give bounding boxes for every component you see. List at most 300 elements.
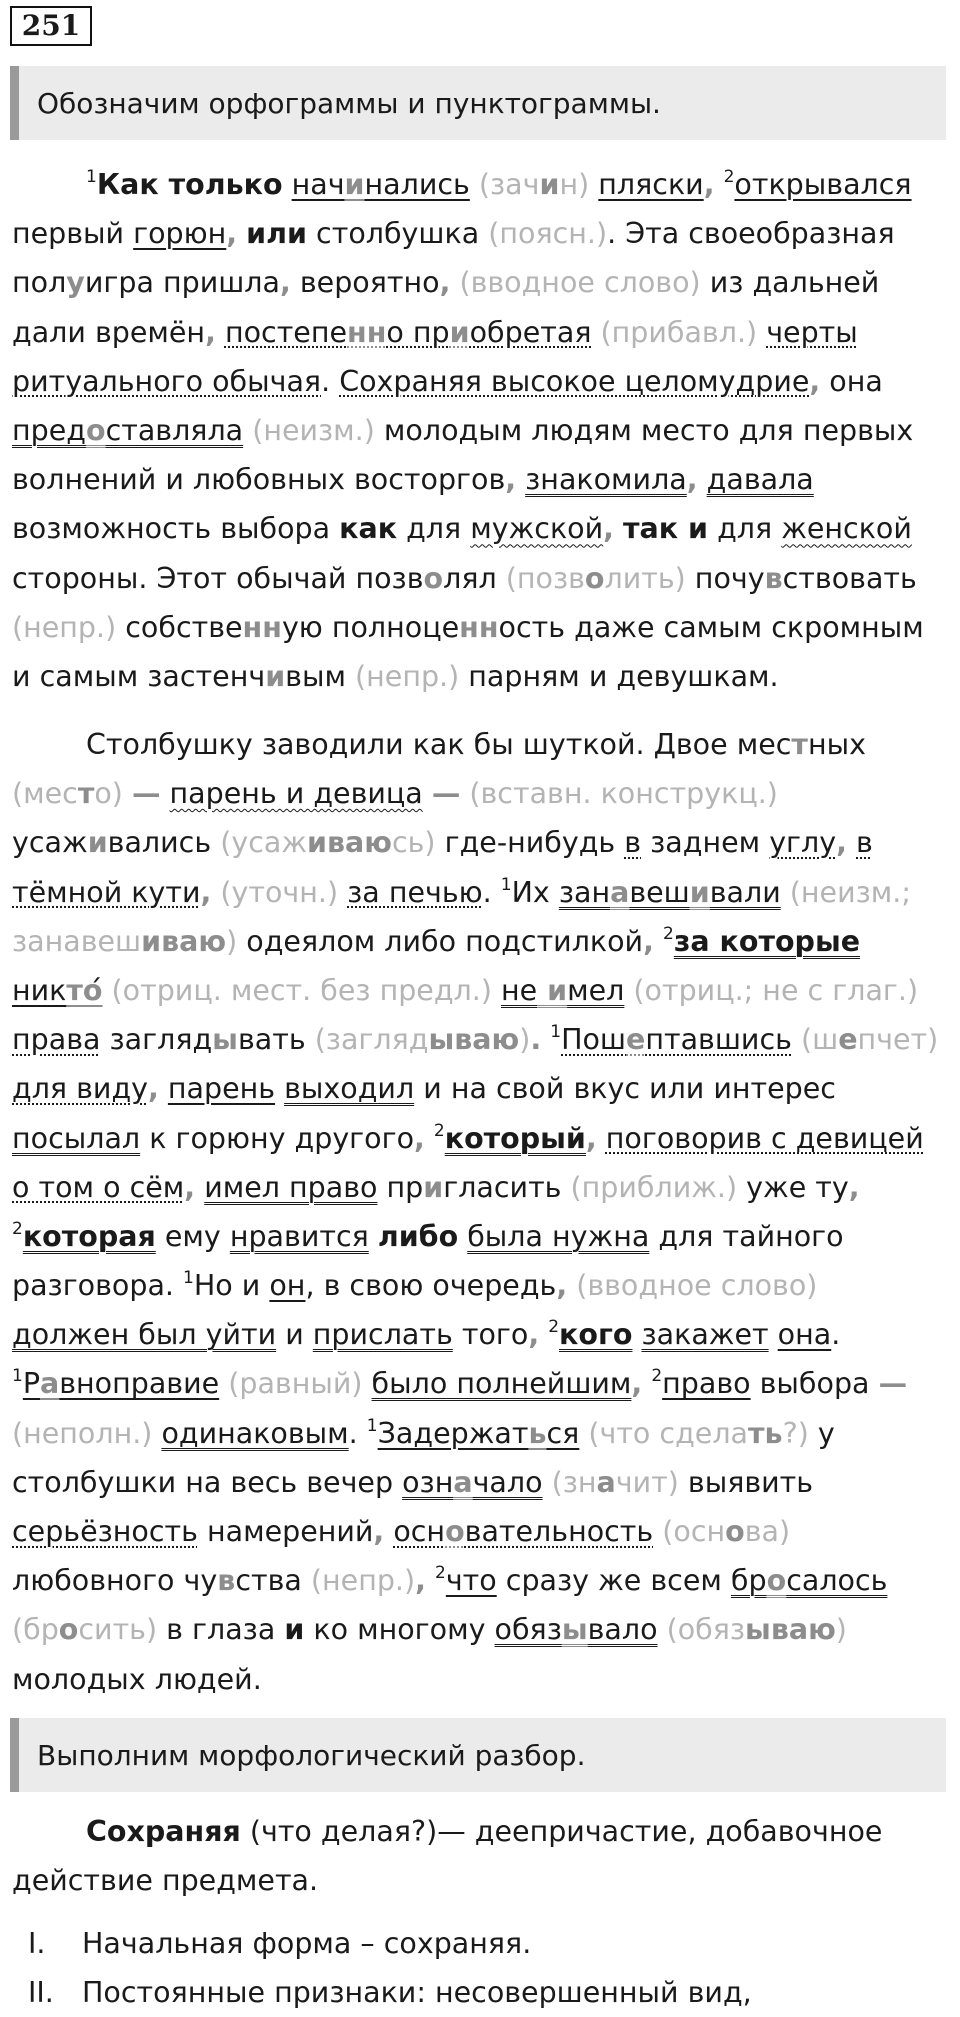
highlighted-letter: в [217,1564,236,1598]
text-run: и на свой вкус или интерес [414,1072,836,1106]
text-run: сразу же всем [496,1564,731,1598]
text-run: . [831,1318,841,1352]
text-line [12,1655,952,1704]
adverbial-underline: птавшись [645,1023,792,1057]
text-run: собстве [116,610,243,644]
gray-note: (равный) [228,1367,363,1401]
text-run: одеялом либо подстилкой [237,924,644,958]
adverbial-underline: черты [766,315,858,349]
highlighted-letter: , [148,1072,159,1106]
text-run: лял [443,561,506,595]
highlighted-letter: , [703,168,715,201]
text-run: ко многому [304,1613,495,1647]
text-run: выбора [750,1367,879,1401]
text-line [12,1605,952,1654]
highlighted-letter: , [556,1269,568,1303]
highlighted-letter: — [131,777,161,811]
text-run: . [321,364,340,398]
adverbial-underline: постепе [224,315,347,349]
text-line [12,966,952,1015]
highlighted-letter: иваю [307,826,392,860]
text-run [425,1122,434,1155]
text-run: для [708,512,782,546]
text-line [12,308,952,357]
sentence-number: 1 [366,1415,378,1436]
text-line [12,1114,952,1163]
text-run [541,1023,550,1056]
text-run [769,1318,778,1351]
sentence-number: 1 [500,874,512,895]
adverbial-underline: для виду [12,1072,149,1106]
highlighted-letter: , [836,826,847,860]
gray-note: ) [519,1023,531,1057]
highlighted-letter: ы [212,1023,238,1057]
text-line [12,160,952,209]
gray-note: (приближ.) [570,1170,738,1204]
gray-note: (вводное слово) [459,266,701,300]
text-run [283,168,292,201]
subject-underline: он [269,1269,306,1303]
highlighted-letter: — [878,1367,908,1401]
text-run [243,414,252,447]
text-line [12,504,952,553]
gray-note: (позв [505,561,585,595]
highlighted-letter: , [686,463,698,497]
gray-note: (мес [12,777,78,811]
text-run: парням и девушкам. [459,659,779,693]
text-line [12,1310,952,1359]
text-run [589,168,598,201]
subject-underline: Задержат [377,1416,529,1450]
text-run: Столбушку заводили как бы шуткой. Двое мес [86,728,792,761]
text-run [539,1318,548,1351]
text-run [591,316,600,349]
text-run [654,925,663,958]
predicate-underline: давала [706,463,814,497]
text-run: из дальней [700,266,880,300]
highlighted-letter: иваю [141,924,227,958]
text-run [123,777,132,810]
predicate-underline: нравится [229,1219,369,1253]
bold-word: или [246,217,307,251]
text-run: вать [237,1023,315,1057]
adverbial-underline: Сохраняя высокое целомудрие [339,364,810,398]
gray-note: н) [559,168,590,201]
list-text: Постоянные признаки: несовершенный вид, [82,1976,752,2009]
predicate-underline: прислать [312,1318,453,1352]
text-run [195,1171,204,1204]
gray-note: чит) [615,1465,679,1499]
text-run [369,1220,378,1253]
attribute-underline: парень и девица [169,777,423,811]
adverbial-underline: вательность [464,1515,654,1548]
subject-underline: парень [167,1072,276,1106]
text-line [12,1212,952,1261]
highlighted-letter: , [848,1170,860,1204]
predicate-underline: посылал [12,1121,141,1155]
adverbial-underline: тёмной кути [12,875,201,909]
adverbial-underline: серьёзность [12,1515,198,1548]
sentence-number: 1 [86,167,97,187]
text-run: разговора. [12,1269,184,1303]
text-run: вым [285,659,356,693]
gray-note: (непр.) [12,610,117,644]
adverbial-underline: осн [393,1515,446,1548]
highlighted-letter: , [528,1318,540,1352]
text-run: для [397,512,471,546]
text-run [102,974,111,1007]
adverbial-underline: углу [769,826,837,860]
text-run: заднем [641,826,770,860]
highlighted-letter: ываю [428,1023,520,1057]
text-run [614,512,623,545]
highlighted-letter: и [539,168,560,201]
text-line [12,603,952,652]
highlighted-letter: , [280,266,291,300]
highlighted-letter: о [58,1613,79,1647]
predicate-underline: пред [12,413,86,447]
sentence-number: 2 [723,167,735,187]
predicate-underline: закажет [641,1318,769,1352]
text-run: ость даже самым скромным [498,610,924,644]
text-line [12,1064,952,1113]
highlighted-letter: , [415,1564,426,1598]
text-run [597,1122,606,1155]
text-run [579,1417,588,1450]
sentence-number: 2 [651,1366,663,1387]
text-run [384,1515,393,1548]
text-run [781,876,790,909]
highlighted-letter: , [439,266,451,300]
text-run: ных [807,728,866,761]
highlighted-letter: т [791,728,808,761]
highlighted-letter: о [423,561,444,595]
bold-word: Как только [96,168,283,201]
text-run: выявить [678,1465,814,1499]
bold-word: Сохраняя [86,1815,241,1848]
text-run: она [820,364,883,398]
gray-note: (бр [12,1613,59,1647]
text-run: волнений и любовных восторгов [12,463,506,497]
text-run [219,1367,228,1400]
gray-note: пчет) [857,1023,939,1057]
highlighted-letter: о [445,1515,465,1548]
text-line [12,258,952,307]
gray-note: (осн [662,1515,726,1548]
text-run: пол [12,266,67,300]
subject-underline: пляски [598,168,704,201]
highlighted-letter: ь [528,1416,547,1450]
text-run [458,1220,467,1253]
highlighted-letter: а [610,875,630,909]
text-run: столбушки на весь вечер [12,1465,403,1499]
text-run: где-нибудь [435,826,625,860]
subject-underline: нались [364,168,470,201]
paragraph-3 [12,1807,952,1905]
text-line [12,868,952,917]
text-run [632,1318,641,1351]
text-run: . [348,1416,367,1450]
text-run [516,463,525,496]
text-run [757,316,766,349]
predicate-underline: чало [472,1465,543,1499]
text-run: любовного чу [12,1564,218,1598]
highlighted-letter: то [66,973,103,1007]
text-line [12,1807,952,1856]
gray-note: (уточн.) [220,875,339,909]
highlighted-letter: и [423,1170,444,1204]
text-line [12,818,952,867]
subject-underline: ник [12,973,67,1007]
text-run: вероятно [290,266,440,300]
text-run: ему [155,1219,230,1253]
highlighted-letter: , [184,1170,196,1204]
gray-note: (вставн. конструкц.) [469,777,778,811]
text-run: уже ту [737,1170,849,1204]
predicate-underline: озн [402,1465,454,1499]
text-run [847,826,856,859]
gray-note: (зач [478,168,540,201]
text-run [275,1072,284,1105]
attribute-underline: женской [781,512,912,546]
text-line [12,1261,952,1310]
predicate-underline: имел право [204,1170,378,1204]
text-run: для тайного [649,1219,844,1253]
gray-note: (что сдела [588,1416,749,1450]
gray-note: (ш [801,1023,839,1057]
text-run: молодых людей. [12,1662,262,1696]
highlighted-letter: , [809,364,821,398]
text-run [658,1613,667,1646]
predicate-underline: зан [558,875,611,909]
text-run: Их [511,875,559,909]
subject-underline: Р [22,1367,41,1401]
predicate-underline: салось [786,1564,888,1598]
highlighted-letter: ть [748,1416,783,1450]
predicate-underline: было полнейшим [371,1367,632,1401]
text-line [12,1163,952,1212]
sentence-number: 1 [183,1268,194,1289]
text-run: столбушка [307,217,489,251]
conjunction-word: который [444,1121,586,1155]
highlighted-letter: ываю [745,1613,836,1647]
highlighted-letter: у [66,266,85,300]
text-run: игра пришла [84,266,280,300]
text-run: загляд [100,1023,213,1057]
sentence-number: 2 [12,1218,23,1239]
highlighted-letter: а [40,1367,60,1401]
adverbial-underline: за печью [347,875,483,909]
text-line [12,1856,952,1905]
text-line [12,917,952,966]
text-line [12,357,952,406]
text-run: . [482,875,501,909]
highlighted-letter: и [537,973,568,1007]
highlighted-letter: е [838,1023,858,1057]
text-run [237,217,246,250]
predicate-underline: мел [567,973,625,1007]
gray-note: ?) [782,1416,809,1450]
text-run: намерений [197,1515,374,1548]
text-run: гласить [443,1170,571,1204]
text-run: пр [377,1170,424,1204]
list-item [12,1968,752,2017]
predicate-underline: вали [709,875,781,909]
gray-note: (усаж [220,826,307,860]
adverbial-underline: обретая [469,315,592,349]
subject-underline: открывался [734,168,912,201]
highlighted-letter: о [584,561,605,595]
text-run [642,1367,651,1400]
gray-note: (поясн.) [488,217,608,251]
conjunction-word: которая [22,1219,156,1253]
predicate-underline: должен был уйти [12,1318,277,1352]
predicate-underline: веш [629,875,690,909]
text-run: первый [12,217,134,251]
text-run [423,777,432,810]
text-line [12,652,952,701]
highlighted-letter: о [725,1515,745,1548]
text-run: дали времён [12,315,206,349]
highlighted-letter: нн [459,610,499,644]
text-line [12,1359,952,1408]
predicate-underline: не [501,973,538,1007]
text-line [12,455,952,504]
paragraph-1 [12,160,952,701]
text-run [792,1023,801,1056]
text-run: , в свою очередь [305,1269,557,1303]
text-run: к горюну другого [140,1121,415,1155]
subject-underline: право [662,1367,751,1401]
gray-note: сь) [391,826,436,860]
text-run [492,974,501,1007]
highlighted-letter: , [373,1515,385,1548]
text-run: действие предмета. [12,1864,319,1898]
highlighted-letter: , [505,463,517,497]
predicate-underline: выходил [284,1072,415,1106]
highlighted-letter: нн [242,610,282,644]
text-run: молодым людям место для первых [374,413,914,447]
text-run: ую полноце [281,610,460,644]
text-run [216,316,225,349]
highlighted-letter: е [626,1023,646,1057]
text-run: усаж [12,826,88,860]
gray-note: лить) [604,561,686,595]
text-run [160,777,169,810]
predicate-underline: знакомила [525,463,687,497]
list-number: II. [28,1976,54,2009]
highlighted-letter: о [85,413,106,447]
highlighted-letter: ы [561,1613,588,1647]
conjunction-word: кого [559,1318,633,1352]
predicate-underline: была нужна [467,1219,650,1253]
highlighted-letter: а [453,1465,473,1499]
gray-note: (загляд [314,1023,429,1057]
subject-underline: вноправие [59,1367,220,1401]
text-run: (что делая?)— деепричастие, добавочное [240,1815,883,1848]
text-run [543,1466,552,1499]
text-run: возможность выбора [12,512,340,546]
list-number: I. [28,1927,46,1960]
text-run: в глаза [157,1613,285,1647]
highlighted-letter: т [77,777,95,811]
adverbial-underline: поговорив с девицей [605,1121,924,1155]
adverbial-underline: о том о сём [12,1170,185,1204]
highlighted-letter: , [200,875,212,909]
gray-note: (зн [551,1465,597,1499]
gray-note: занавеш [12,924,142,958]
gray-note: (непр.) [355,659,460,693]
sentence-number: 1 [12,1366,23,1387]
highlighted-letter: , [603,512,614,546]
text-line [12,1458,952,1507]
highlighted-letter: и [689,875,710,909]
predicate-underline: бр [730,1564,767,1598]
highlighted-letter: , [631,1367,643,1401]
text-run [338,876,347,909]
text-run: и [276,1318,313,1352]
bold-word: так и [623,512,709,546]
gray-note: (вводное слово) [576,1269,818,1303]
gray-note: о) [94,777,123,811]
sentence-number: 2 [662,923,674,944]
sentence-number: 2 [435,1563,446,1584]
text-line [12,209,952,258]
gray-note: (непр.) [310,1564,416,1598]
exercise-number: 251 [10,6,92,46]
section-banner-morphology [10,1718,946,1792]
gray-note: ва) [744,1515,791,1548]
gray-note: (неполн.) [12,1416,153,1450]
text-run [698,463,707,496]
list-item [12,1919,531,1968]
adverbial-underline: Пош [561,1023,627,1057]
gray-note: (отриц. мест. без предл.) [111,973,492,1007]
text-run [653,1515,662,1548]
highlighted-letter: , [205,315,216,349]
text-run: вались [107,826,221,860]
adverbial-underline: права [12,1023,101,1057]
subject-underline: нач [291,168,345,201]
text-run [159,1072,168,1105]
gray-note: (отриц.; не с глаг.) [633,973,919,1007]
highlighted-letter: , [585,1121,597,1155]
text-line [12,1015,952,1064]
text-run [567,1269,576,1302]
gray-note: (неизм.; [789,875,911,909]
text-line [12,1409,952,1458]
section-title: Обозначим орфограммы и пунктограммы. [37,86,661,120]
text-run [715,168,724,201]
text-run: почу [685,561,765,595]
text-line [12,720,952,769]
text-line [12,1556,952,1605]
text-run: ствовать [782,561,917,595]
adverbial-underline: в [856,826,873,860]
predicate-underline: одинаковым [161,1416,349,1450]
highlighted-letter: и [344,168,365,201]
text-run: . Эта своеобразная [607,217,895,251]
text-run: стороны. Этот обычай позв [12,561,424,595]
highlighted-letter: о [766,1564,787,1598]
list-text: Начальная форма – сохраняя. [82,1927,532,1960]
sentence-number: 1 [550,1022,562,1043]
text-line [12,554,952,603]
gray-note: сить) [78,1613,158,1647]
highlighted-letter: нн [347,315,387,349]
text-run [362,1367,371,1400]
predicate-underline: вало [587,1613,658,1647]
